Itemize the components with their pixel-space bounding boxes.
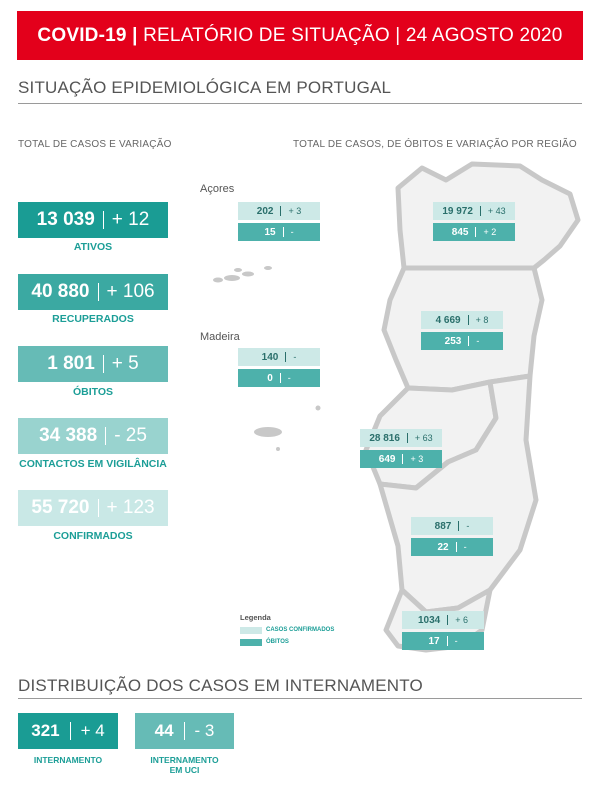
region-deaths-variation: + 3 <box>410 454 424 464</box>
madeira-island <box>316 406 321 411</box>
header-title: RELATÓRIO DE SITUAÇÃO | 24 AGOSTO 2020 <box>143 24 563 46</box>
stat-confirmed <box>18 490 168 526</box>
stat-label: ATIVOS <box>73 241 113 253</box>
region-cases: 202 <box>256 205 274 217</box>
centro-cases-box <box>421 311 503 329</box>
legend-title: Legenda <box>240 613 271 622</box>
report-header <box>17 11 583 60</box>
icu-box <box>135 713 234 749</box>
region-cases-variation: + 8 <box>475 315 489 325</box>
stat-value: 13 039 <box>36 209 95 230</box>
madeira-island <box>254 427 282 437</box>
norte-cases-box <box>433 202 515 220</box>
stat-value: 1 801 <box>47 353 95 374</box>
lvt-deaths-box <box>360 450 442 468</box>
azores-island <box>242 272 254 277</box>
centro-deaths-box <box>421 332 503 350</box>
region-deaths-variation: + 2 <box>483 227 497 237</box>
hospital-label-line1: INTERNAMENTO <box>33 755 103 765</box>
alentejo-cases-box <box>411 517 493 535</box>
azores-deaths-box <box>238 223 320 241</box>
region-cases: 19 972 <box>442 205 473 217</box>
azores-island <box>234 268 242 272</box>
region-cases: 1034 <box>417 614 441 626</box>
region-deaths: 22 <box>437 541 449 553</box>
region-deaths-variation: - <box>454 636 458 646</box>
region-deaths-variation: - <box>463 542 467 552</box>
norte-deaths-box <box>433 223 515 241</box>
stat-active <box>18 202 168 238</box>
region-deaths-variation: - <box>290 227 294 237</box>
region-deaths: 0 <box>267 372 273 384</box>
section-divider <box>18 698 582 699</box>
hospital-label-line1: INTERNAMENTO <box>150 755 219 765</box>
region-cases-variation: + 3 <box>288 206 302 216</box>
stat-recovered <box>18 274 168 310</box>
map-region-centro <box>384 268 542 390</box>
region-cases: 887 <box>434 520 452 532</box>
stat-value: 40 880 <box>31 281 90 302</box>
region-cases-variation: + 63 <box>414 433 433 443</box>
azores-island <box>224 275 240 281</box>
left-subtitle: TOTAL DE CASOS E VARIAÇÃO <box>18 139 172 150</box>
azores-island <box>213 278 223 283</box>
hospital-label-line2: EM UCI <box>169 765 200 775</box>
region-cases: 4 669 <box>435 314 461 326</box>
azores-cases-box <box>238 202 320 220</box>
algarve-cases-box <box>402 611 484 629</box>
stat-change: + 5 <box>111 353 139 374</box>
stat-label: CONTACTOS EM VIGILÂNCIA <box>19 458 167 470</box>
algarve-deaths-box <box>402 632 484 650</box>
lvt-cases-box <box>360 429 442 447</box>
legend-label-deaths: ÓBITOS <box>266 639 289 645</box>
stat-change: + 12 <box>111 209 150 230</box>
legend-swatch-deaths <box>240 639 262 646</box>
region-deaths: 17 <box>428 635 440 647</box>
stat-contacts <box>18 418 168 454</box>
region-cases-variation: - <box>466 521 470 531</box>
region-cases-variation: + 43 <box>487 206 506 216</box>
madeira-island <box>276 447 280 451</box>
region-cases-variation: + 6 <box>455 615 468 625</box>
region-deaths: 845 <box>451 226 469 238</box>
madeira-deaths-box <box>238 369 320 387</box>
section-title-hospital: DISTRIBUIÇÃO DOS CASOS EM INTERNAMENTO <box>18 676 423 695</box>
hospitalized-box <box>18 713 118 749</box>
region-cases: 140 <box>261 351 279 363</box>
right-subtitle: TOTAL DE CASOS, DE ÓBITOS E VARIAÇÃO POR REGIÃO <box>293 139 577 150</box>
section-divider <box>18 103 582 104</box>
section-title-situation: SITUAÇÃO EPIDEMIOLÓGICA EM PORTUGAL <box>18 78 392 97</box>
stat-label: CONFIRMADOS <box>53 530 133 542</box>
legend-swatch-cases <box>240 627 262 634</box>
region-deaths: 253 <box>444 335 462 347</box>
stat-change: + 123 <box>106 497 155 518</box>
azores-island <box>264 266 272 270</box>
stat-change: - 25 <box>114 425 147 446</box>
azores-label: Açores <box>200 183 235 195</box>
region-deaths-variation: - <box>476 336 480 346</box>
hospital-value: 44 <box>154 721 174 740</box>
alentejo-deaths-box <box>411 538 493 556</box>
region-deaths: 15 <box>264 226 276 238</box>
stat-change: + 106 <box>106 281 155 302</box>
region-deaths: 649 <box>378 453 396 465</box>
madeira-cases-box <box>238 348 320 366</box>
icu-label <box>135 755 234 775</box>
hospital-change: - 3 <box>194 721 215 740</box>
hospital-value: 321 <box>31 721 60 740</box>
region-cases: 28 816 <box>369 432 400 444</box>
stat-deaths <box>18 346 168 382</box>
hospital-change: + 4 <box>80 721 105 740</box>
stat-value: 34 388 <box>39 425 98 446</box>
region-deaths-variation: - <box>287 373 291 383</box>
stat-label: ÓBITOS <box>72 386 114 398</box>
legend-label-cases: CASOS CONFIRMADOS <box>266 627 335 633</box>
header-prefix: COVID-19 | <box>37 24 138 46</box>
region-cases-variation: - <box>293 352 297 362</box>
stat-value: 55 720 <box>31 497 90 518</box>
stat-label: RECUPERADOS <box>52 313 134 325</box>
hospitalized-label <box>18 755 118 765</box>
madeira-label: Madeira <box>200 331 240 343</box>
